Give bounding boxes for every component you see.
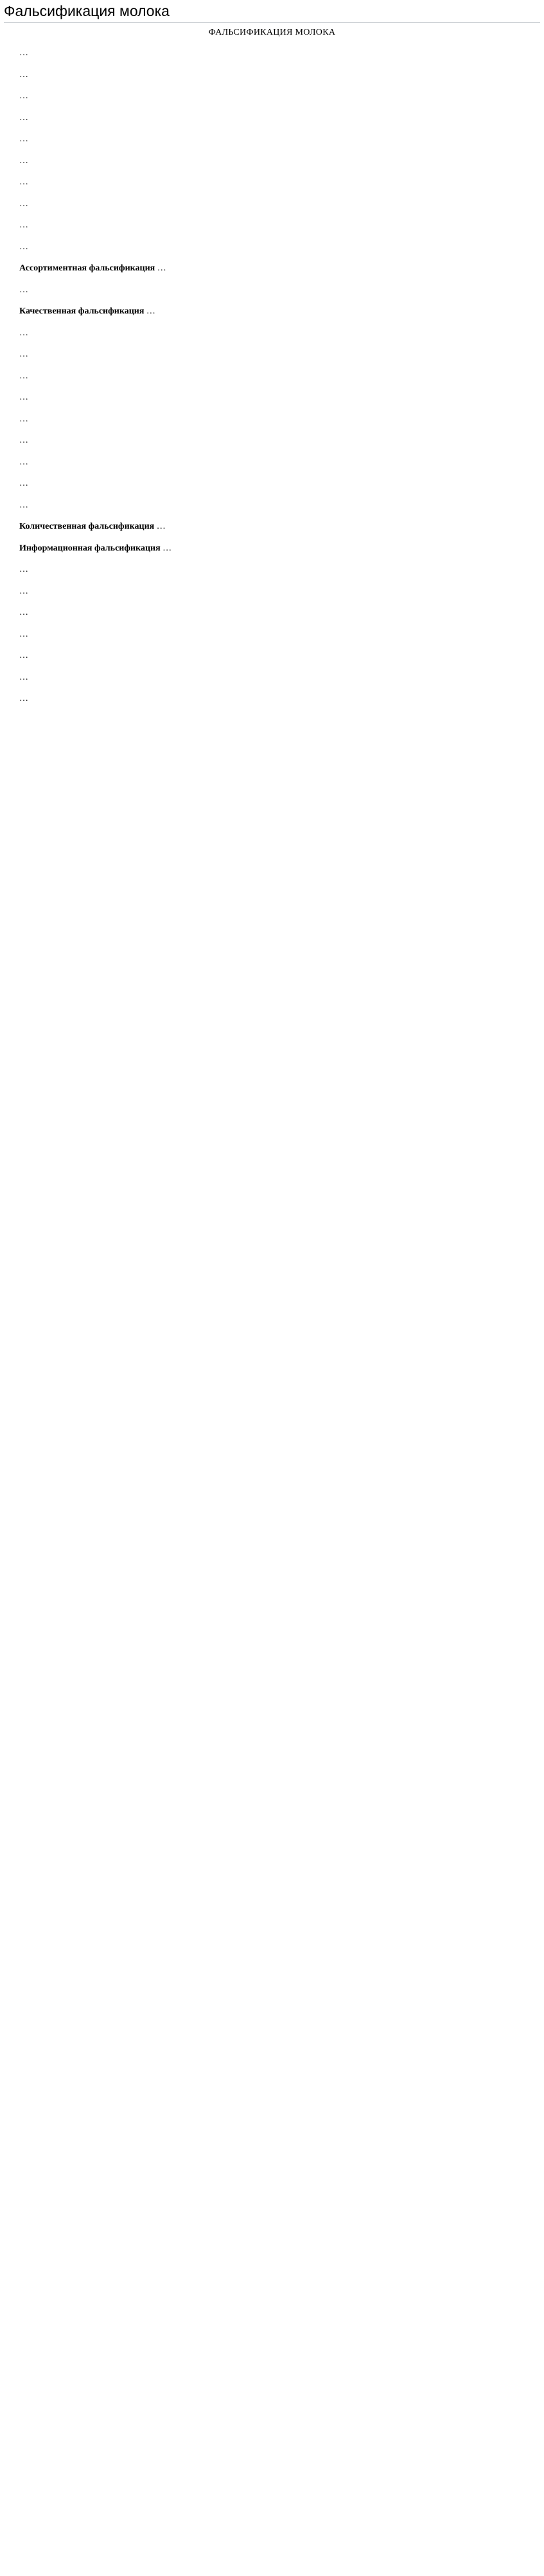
paragraph-text: … <box>19 672 28 682</box>
article-body <box>4 46 540 707</box>
paragraph-text: … <box>19 155 28 166</box>
paragraph-text: … <box>19 220 28 230</box>
paragraph-text: … <box>19 651 28 660</box>
paragraph-text: … <box>19 479 28 488</box>
article-paragraph <box>4 691 540 707</box>
article-paragraph <box>4 283 540 298</box>
article-paragraph <box>4 541 540 556</box>
article-paragraph <box>4 562 540 578</box>
article-paragraph <box>4 261 540 276</box>
article-paragraph <box>4 67 540 83</box>
paragraph-text: … <box>19 91 28 101</box>
article-paragraph <box>4 304 540 319</box>
paragraph-text: … <box>19 134 28 144</box>
article-paragraph <box>4 154 540 169</box>
paragraph-text: … <box>19 586 28 596</box>
paragraph-text: … <box>19 565 28 574</box>
paragraph-text: … <box>19 436 28 445</box>
article-paragraph <box>4 648 540 664</box>
paragraph-text: … <box>19 629 28 639</box>
article-paragraph <box>4 584 540 599</box>
article-paragraph <box>4 326 540 341</box>
paragraph-text: … <box>19 694 28 703</box>
article-paragraph <box>4 175 540 190</box>
article-paragraph <box>4 240 540 255</box>
paragraph-text: … <box>19 457 28 467</box>
paragraph-lead-term: Количественная фальсификация <box>19 522 155 531</box>
paragraph-text: … <box>146 306 155 316</box>
article-paragraph <box>4 46 540 61</box>
paragraph-text: … <box>19 48 28 58</box>
paragraph-text: … <box>19 69 28 80</box>
paragraph-lead-term: Ассортиментная фальсификация <box>19 263 155 273</box>
article-paragraph <box>4 218 540 233</box>
article-paragraph <box>4 390 540 405</box>
article-paragraph <box>4 627 540 642</box>
paragraph-text: … <box>19 414 28 424</box>
paragraph-text: … <box>19 500 28 510</box>
paragraph-text: … <box>19 349 28 359</box>
article-paragraph <box>4 197 540 212</box>
article-paragraph <box>4 476 540 491</box>
article-paragraph <box>4 110 540 126</box>
section-heading: ФАЛЬСИФИКАЦИЯ МОЛОКА <box>208 28 336 37</box>
article-paragraph <box>4 498 540 513</box>
paragraph-text: … <box>156 522 166 531</box>
paragraph-text: … <box>162 543 172 553</box>
article-paragraph <box>4 433 540 448</box>
article-paragraph <box>4 455 540 470</box>
paragraph-text: … <box>19 328 28 338</box>
page-title: Фальсификация молока <box>4 1 540 22</box>
paragraph-lead-term: Качественная фальсификация <box>19 306 145 316</box>
paragraph-text: … <box>19 198 28 209</box>
paragraph-lead-term: Информационная фальсификация <box>19 543 161 553</box>
paragraph-text: … <box>19 608 28 617</box>
paragraph-text: … <box>19 112 28 123</box>
paragraph-text: … <box>19 177 28 187</box>
paragraph-text: … <box>19 242 28 252</box>
article-paragraph <box>4 519 540 534</box>
paragraph-text: … <box>19 285 28 295</box>
article-paragraph <box>4 132 540 147</box>
article-paragraph <box>4 369 540 384</box>
article-paragraph <box>4 347 540 362</box>
paragraph-text: … <box>157 263 166 273</box>
article-paragraph <box>4 412 540 427</box>
article-page <box>0 0 544 707</box>
article-paragraph <box>4 670 540 685</box>
article-paragraph <box>4 605 540 621</box>
paragraph-text: … <box>19 393 28 402</box>
paragraph-text: … <box>19 371 28 381</box>
article-paragraph <box>4 89 540 104</box>
